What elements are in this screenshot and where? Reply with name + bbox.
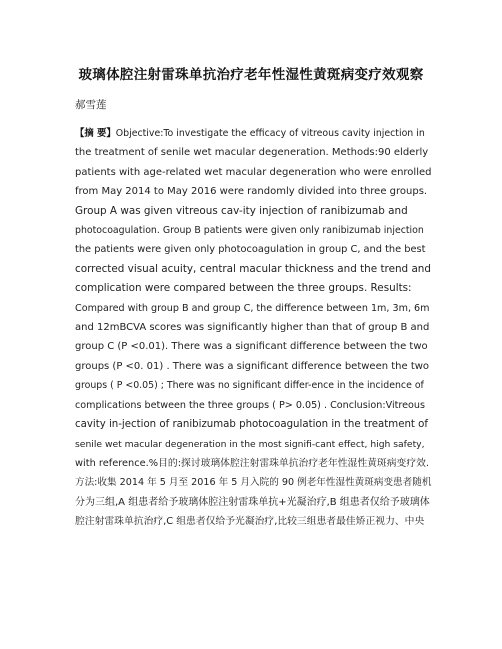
abstract-line: 方法:收集 2014 年 5 月至 2016 年 5 月入院的 90 例老年性湿性黄斑病变患者随机 [75, 477, 432, 489]
abstract-line: from May 2014 to May 2016 were randomly divided into three groups. [75, 186, 428, 198]
abstract-line: groups (P <0. 01) . There was a significant difference between the two [75, 360, 430, 372]
abstract-line: 分为三组,A 组患者给予玻璃体腔注射雷珠单抗+光凝治疗,B 组患者仅给予玻璃体 [75, 496, 430, 508]
abstract-line: 腔注射雷珠单抗治疗,C 组患者仅给予光凝治疗,比较三组患者最佳矫正视力、中央 [75, 516, 425, 528]
abstract-line: Compared with group B and group C, the difference between 1m, 3m, 6m [75, 302, 430, 314]
abstract-line: groups ( P <0.05) ; There was no significant differ-ence in the incidence of [75, 380, 424, 392]
abstract-line: cavity in-jection of ranibizumab photocoagulation in the treatment of [75, 419, 428, 431]
abstract-line: complication were compared between the three groups. Results: [75, 282, 412, 295]
abstract-line: with reference.%目的:探讨玻璃体腔注射雷珠单抗治疗老年性湿性黄斑病变疗效. [75, 457, 430, 469]
abstract-line: the treatment of senile wet macular degeneration. Methods:90 elderly [75, 147, 429, 159]
abstract-line: corrected visual acuity, central macular thickness and the trend and [75, 262, 431, 275]
abstract-label: 【摘 要】 [75, 128, 116, 139]
abstract-line [75, 124, 431, 143]
abstract-line: Group A was given vitreous cav-ity injection of ranibizumab and [75, 204, 408, 217]
abstract-line: complications between the three groups ( P> 0.05) . Conclusion:Vitreous [75, 399, 425, 411]
abstract-line: and 12mBCVA scores was significantly higher than that of group B and [75, 322, 430, 334]
paper-title: 玻璃体腔注射雷珠单抗治疗老年性湿性黄斑病变疗效观察 [78, 67, 424, 83]
abstract-line: the patients were given only photocoagulation in group C, and the best [75, 244, 426, 256]
abstract-line: senile wet macular degeneration in the most signifi-cant effect, high safety, [75, 438, 425, 450]
abstract-line: patients with age-related wet macular degeneration who were enrolled [75, 166, 432, 178]
abstract-body [75, 124, 431, 532]
abstract-line-text: Objective:To investigate the efficacy of vitreous cavity injection in [115, 128, 425, 139]
abstract-line: group C (P <0.01). There was a significant difference between the two [75, 341, 428, 353]
abstract-line: photocoagulation. Group B patients were given only ranibizumab injection [75, 225, 424, 237]
author-name: 郝雪莲 [75, 99, 107, 111]
